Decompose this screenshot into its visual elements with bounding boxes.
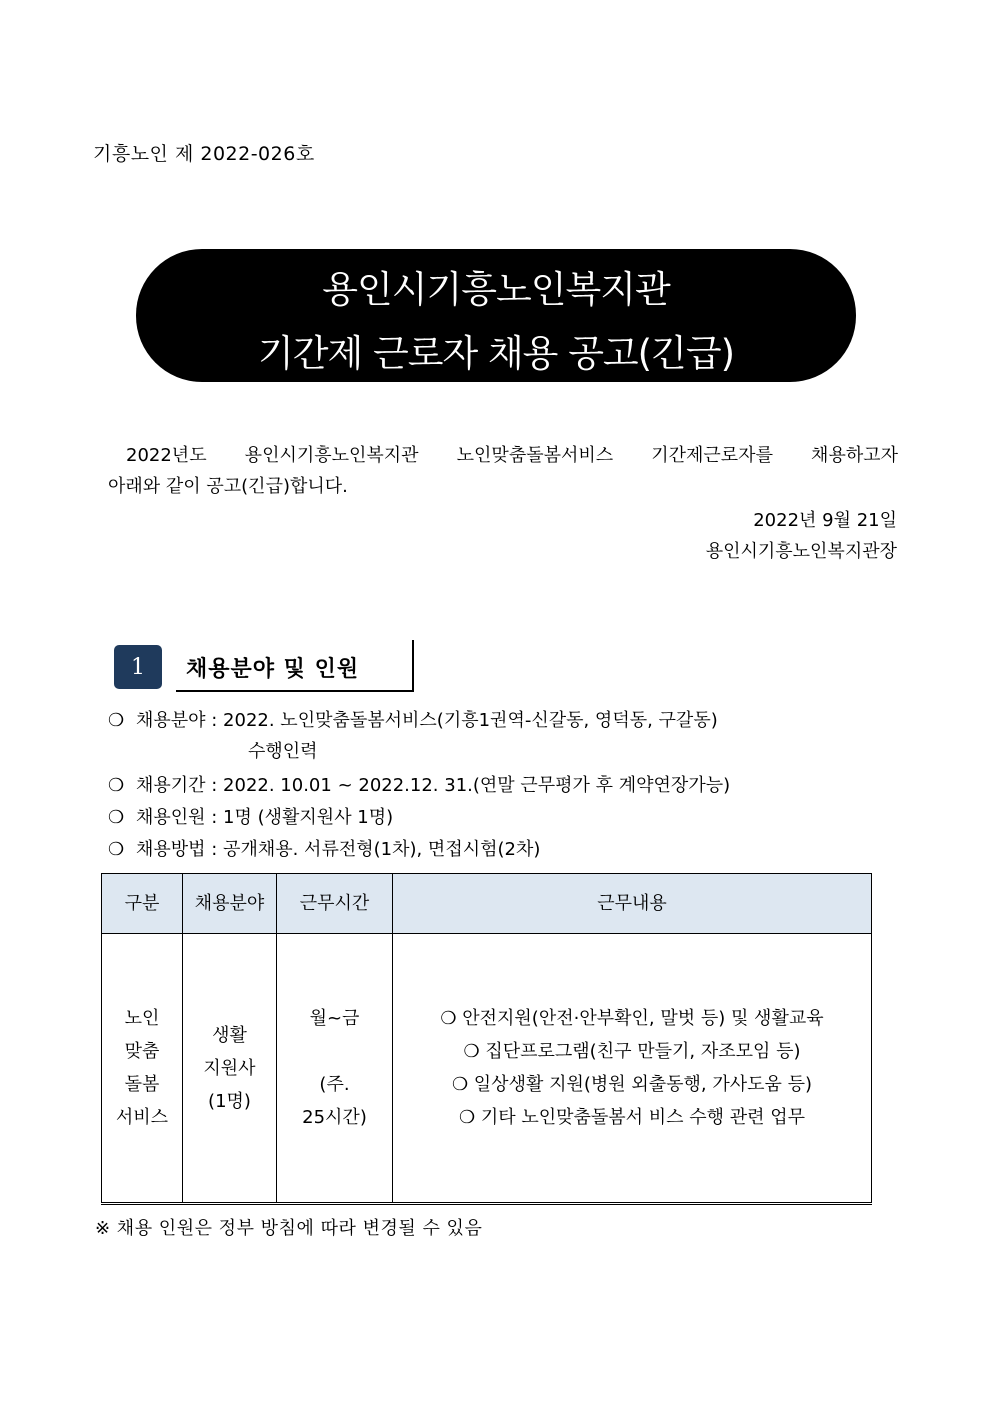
list-item-field-continued: 수행인력 xyxy=(248,741,318,762)
table-row xyxy=(102,934,872,1204)
title-organization: 용인시기흥노인복지관 xyxy=(322,268,670,311)
intro-line-2: 아래와 같이 공고(긴급)합니다. xyxy=(108,476,348,497)
header-field: 채용분야 xyxy=(183,874,277,934)
duty-item: ❍ 안전지원(안전·안부확인, 말벗 등) 및 생활교육 xyxy=(440,1008,824,1029)
recruitment-table xyxy=(101,873,872,1205)
cell-duties xyxy=(393,934,872,1204)
cell-field: 생활 지원사 (1명) xyxy=(183,934,277,1204)
table-header-row xyxy=(102,874,872,934)
section-title: 채용분야 및 인원 xyxy=(186,657,360,682)
cell-category: 노인 맞춤 돌봄 서비스 xyxy=(102,934,183,1204)
intro-line-1: 2022년도 용인시기흥노인복지관 노인맞춤돌봄서비스 기간제근로자를 채용하고자 xyxy=(126,445,898,466)
circle-bullet-icon: ❍ xyxy=(108,775,125,796)
list-item-field: ❍ 채용분야 : 2022. 노인맞춤돌봄서비스(기흥1권역-신갈동, 영덕동, 구갈동) xyxy=(108,710,718,731)
circle-bullet-icon: ❍ xyxy=(108,710,125,731)
cell-hours: 월~금 (주. 25시간) xyxy=(277,934,393,1204)
announcement-date: 2022년 9월 21일 xyxy=(753,510,897,531)
header-hours: 근무시간 xyxy=(277,874,393,934)
list-item-headcount: ❍ 채용인원 : 1명 (생활지원사 1명) xyxy=(108,807,394,828)
duty-item: ❍ 일상생활 지원(병원 외출동행, 가사도움 등) xyxy=(451,1074,813,1095)
section-title-box xyxy=(176,640,414,692)
list-item-method: ❍ 채용방법 : 공개채용. 서류전형(1차), 면접시험(2차) xyxy=(108,839,541,860)
footnote: ※ 채용 인원은 정부 방침에 따라 변경될 수 있음 xyxy=(95,1218,483,1239)
duty-item: ❍ 집단프로그램(친구 만들기, 자조모임 등) xyxy=(463,1041,801,1062)
header-category: 구분 xyxy=(102,874,183,934)
signer: 용인시기흥노인복지관장 xyxy=(705,541,897,562)
document-number: 기흥노인 제 2022-026호 xyxy=(93,143,315,165)
header-duties: 근무내용 xyxy=(393,874,872,934)
section-number-badge: 1 xyxy=(114,645,162,689)
title-announcement: 기간제 근로자 채용 공고(긴급) xyxy=(257,332,735,375)
circle-bullet-icon: ❍ xyxy=(108,807,125,828)
circle-bullet-icon: ❍ xyxy=(108,839,125,860)
duty-item: ❍ 기타 노인맞춤돌봄서 비스 수행 관련 업무 xyxy=(458,1107,806,1128)
intro-paragraph xyxy=(108,440,898,502)
title-banner xyxy=(136,249,856,382)
list-item-period: ❍ 채용기간 : 2022. 10.01 ~ 2022.12. 31.(연말 근무평가 후 계약연장가능) xyxy=(108,775,731,796)
